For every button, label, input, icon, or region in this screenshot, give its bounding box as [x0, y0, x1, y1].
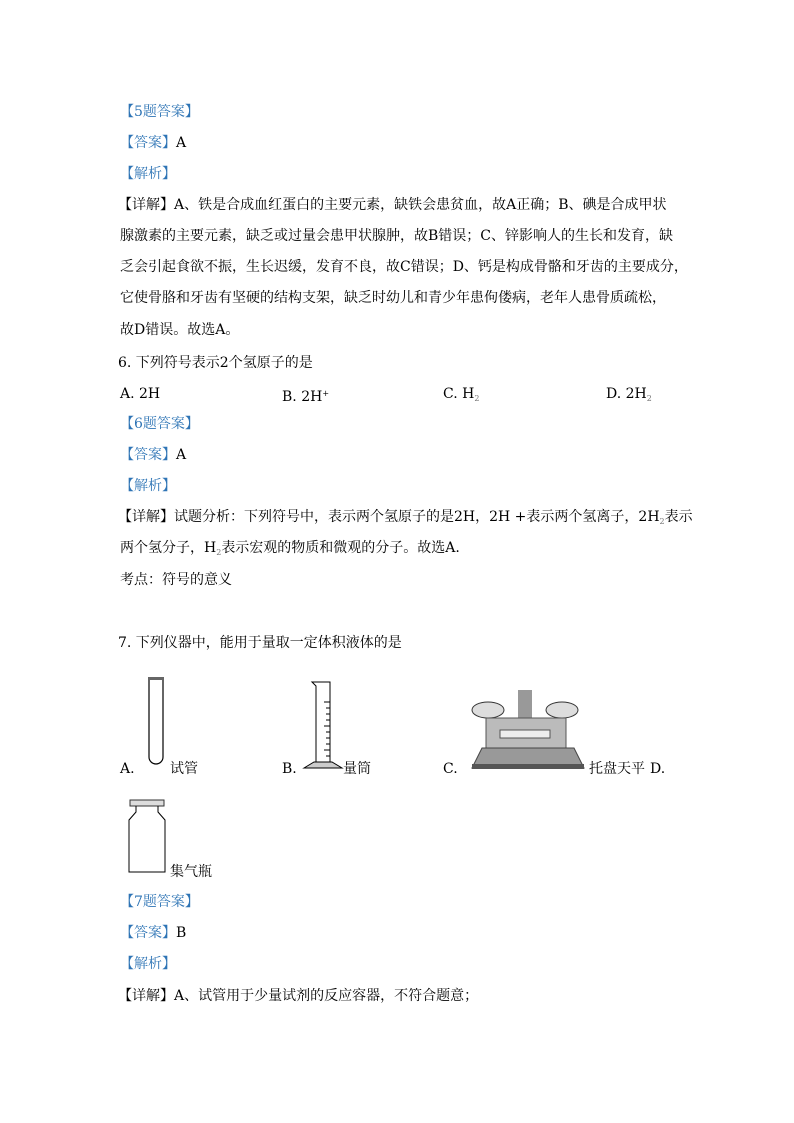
q7-answer [120, 924, 186, 942]
q6-answer [120, 446, 186, 464]
answer-label: 【答案】 [120, 925, 176, 941]
q6-header: 【6题答案】 [120, 416, 199, 432]
text: 表示宏观的物质和微观的分子。故选A. [221, 540, 460, 556]
q7-detail-line: 【详解】A、试管用于少量试剂的反应容器，不符合题意； [118, 988, 479, 1004]
q5-header: 【5题答案】 [120, 104, 199, 120]
q5-analysis-label: 【解析】 [120, 166, 176, 182]
q6-option-b [282, 385, 329, 406]
test-tube-image [146, 675, 170, 770]
text: 表示 [664, 509, 693, 525]
q6-point: 考点：符号的意义 [120, 572, 232, 588]
q7-option-d-name: 集气瓶 [170, 864, 212, 880]
subscript: 2 [659, 517, 665, 526]
q7-option-c-letter: C. [443, 761, 458, 777]
q7-option-b-letter: B. [282, 761, 297, 777]
q5-detail-line: 它使骨胳和牙齿有坚硬的结构支架，缺乏时幼儿和青少年患佝偻病，老年人患骨质疏松， [120, 290, 666, 306]
q5-detail-line: 乏会引起食欲不振，生长迟缓，发育不良，故C错误；D、钙是构成骨骼和牙齿的主要成分， [120, 259, 688, 275]
option-text: B. 2H [282, 389, 323, 405]
text: 两个氢分子，H [120, 540, 217, 556]
q7-question: 7. 下列仪器中，能用于量取一定体积液体的是 [118, 635, 402, 651]
q7-option-a-name: 试管 [170, 761, 198, 777]
option-text: C. H [443, 386, 475, 402]
q7-header: 【7题答案】 [120, 894, 199, 910]
q7-option-a-letter: A. [120, 761, 135, 777]
answer-label: 【答案】 [120, 447, 176, 463]
option-text: D. 2H [606, 386, 647, 402]
q5-detail-line: 故D错误。故选A。 [120, 322, 240, 338]
text: 【详解】试题分析：下列符号中，表示两个氢原子的是2H，2H +表示两个氢离子，2H [118, 509, 660, 525]
q6-analysis-label: 【解析】 [120, 478, 176, 494]
q6-option-a: A. 2H [120, 386, 161, 402]
subscript: 2 [474, 394, 480, 403]
q5-answer [120, 134, 186, 152]
gas-collecting-bottle-image [126, 798, 168, 874]
superscript: + [322, 389, 330, 398]
q6-detail-line [120, 539, 460, 562]
answer-value: A [176, 135, 187, 151]
q6-option-c [443, 385, 479, 408]
q7-analysis-label: 【解析】 [120, 956, 176, 972]
answer-value: A [176, 447, 187, 463]
q7-option-b-name: 量筒 [343, 761, 371, 777]
subscript: 2 [646, 394, 652, 403]
q6-option-d [606, 385, 652, 408]
answer-label: 【答案】 [120, 135, 176, 151]
subscript: 2 [216, 548, 222, 557]
q6-detail-line [118, 508, 693, 531]
answer-value: B [176, 925, 187, 941]
balance-scale-image [470, 690, 586, 770]
q6-question: 6. 下列符号表示2个氢原子的是 [118, 355, 313, 371]
q5-detail-line: 【详解】A、铁是合成血红蛋白的主要元素，缺铁会患贫血，故A正确；B、碘是合成甲状 [118, 197, 667, 213]
q7-option-d-letter: D. [650, 761, 666, 777]
measuring-cylinder-image [302, 678, 344, 770]
q5-detail-line: 腺激素的主要元素，缺乏或过量会患甲状腺肿，故B错误；C、锌影响人的生长和发育，缺 [120, 228, 673, 244]
q7-option-c-name: 托盘天平 [589, 761, 645, 777]
